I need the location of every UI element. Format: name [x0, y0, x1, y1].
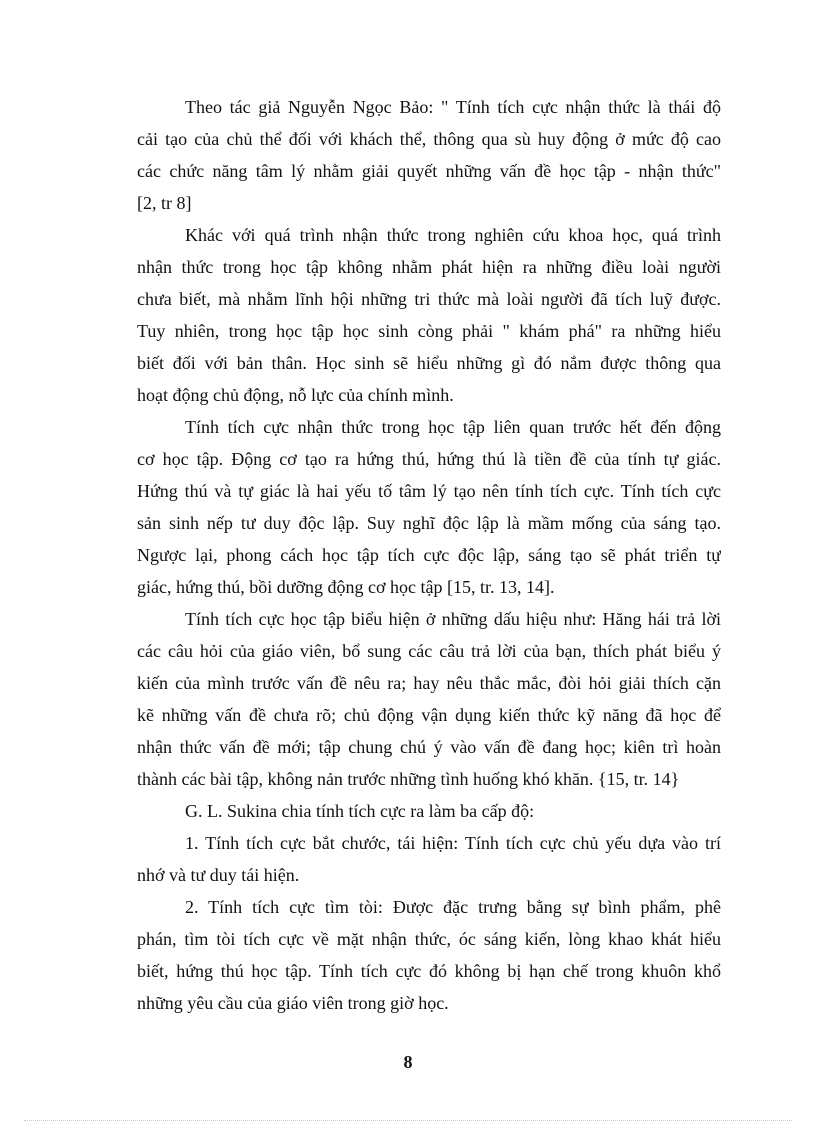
text-line: nhớ và tư duy tái hiện. — [137, 865, 300, 885]
text-line: giác, hứng thú, bồi dưỡng động cơ học tập [15, tr. 13, 14]. — [137, 577, 555, 597]
text-line: G. L. Sukina chia tính tích cực ra làm ba cấp độ: — [185, 801, 535, 821]
text-line: cải tạo của chủ thể đối với khách thể, thông qua sù huy động ở mức độ cao — [137, 129, 721, 149]
text-line: chưa biết, mà nhằm lĩnh hội những tri thức mà loài người đã tích luỹ được. — [137, 289, 721, 309]
paragraph — [137, 219, 721, 411]
paragraph — [137, 91, 721, 219]
text-line: kẽ những vấn đề chưa rõ; chủ động vận dụng kiến thức kỹ năng đã học để — [137, 705, 721, 725]
text-line: 1. Tính tích cực bắt chước, tái hiện: Tính tích cực chủ yếu dựa vào trí — [185, 833, 721, 853]
paragraph — [137, 827, 721, 891]
text-line: Tính tích cực học tập biểu hiện ở những dấu hiệu như: Hăng hái trả lời — [185, 609, 721, 629]
paragraph — [137, 795, 721, 827]
text-line: [2, tr 8] — [137, 193, 192, 213]
text-line: Hứng thú và tự giác là hai yếu tố tâm lý tạo nên tính tích cực. Tính tích cực — [137, 481, 721, 501]
text-line: Khác với quá trình nhận thức trong nghiên cứu khoa học, quá trình — [185, 225, 721, 245]
text-line: phán, tìm tòi tích cực về mặt nhận thức, óc sáng kiến, lòng khao khát hiểu — [137, 929, 721, 949]
text-line: Tuy nhiên, trong học tập học sinh còng phải " khám phá" ra những hiểu — [137, 321, 721, 341]
text-line: kiến của mình trước vấn đề nêu ra; hay nêu thắc mắc, đòi hỏi giải thích cặn — [137, 673, 721, 693]
paragraph — [137, 411, 721, 603]
text-line: thành các bài tập, không nản trước những tình huống khó khăn. {15, tr. 14} — [137, 769, 680, 789]
text-line: Theo tác giả Nguyễn Ngọc Bảo: " Tính tích cực nhận thức là thái độ — [185, 97, 721, 117]
page-bottom-border — [24, 1120, 792, 1121]
text-line: biết đối với bản thân. Học sinh sẽ hiểu những gì đó nắm được thông qua — [137, 353, 721, 373]
text-line: hoạt động chủ động, nỗ lực của chính mình. — [137, 385, 454, 405]
text-line: các chức năng tâm lý nhằm giải quyết những vấn đề học tập - nhận thức" — [137, 161, 721, 181]
text-line: nhận thức trong học tập không nhằm phát hiện ra những điều loài người — [137, 257, 721, 277]
text-line: nhận thức vấn đề mới; tập chung chú ý vào vấn đề đang học; kiên trì hoàn — [137, 737, 721, 757]
text-line: Tính tích cực nhận thức trong học tập liên quan trước hết đến động — [185, 417, 721, 437]
paragraph — [137, 603, 721, 795]
text-line: sản sinh nếp tư duy độc lập. Suy nghĩ độc lập là mầm mống của sáng tạo. — [137, 513, 721, 533]
text-line: các câu hỏi của giáo viên, bổ sung các câu trả lời của bạn, thích phát biểu ý — [137, 641, 721, 661]
text-line: những yêu cầu của giáo viên trong giờ học. — [137, 993, 449, 1013]
page-number: 8 — [403, 1052, 413, 1072]
text-line: Ngược lại, phong cách học tập tích cực độc lập, sáng tạo sẽ phát triển tự — [137, 545, 721, 565]
text-line: 2. Tính tích cực tìm tòi: Được đặc trưng bằng sự bình phẩm, phê — [185, 897, 721, 917]
document-page — [137, 91, 721, 1019]
text-line: cơ học tập. Động cơ tạo ra hứng thú, hứng thú là tiền đề của tính tự giác. — [137, 449, 721, 469]
text-line: biết, hứng thú học tập. Tính tích cực đó không bị hạn chế trong khuôn khổ — [137, 961, 721, 981]
paragraph — [137, 891, 721, 1019]
